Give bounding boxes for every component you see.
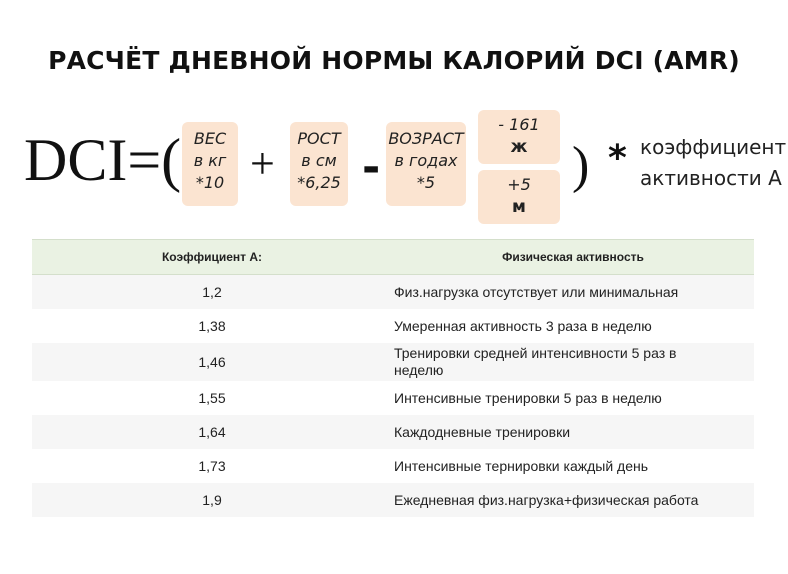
male-constant-label: м: [512, 197, 526, 217]
coefficient-cell: 1,73: [32, 449, 392, 483]
minus-sign: -: [362, 142, 381, 193]
male-constant-box: [478, 170, 560, 224]
activity-cell: Физ.нагрузка отсутствует или минимальная: [392, 275, 754, 310]
table-row: [32, 415, 754, 449]
coefficient-cell: 1,64: [32, 415, 392, 449]
table-row: [32, 381, 754, 415]
activity-cell: Ежедневная физ.нагрузка+физическая работа: [392, 483, 754, 517]
weight-term-label: ВЕС: [193, 129, 227, 148]
activity-coefficient-line1: коэффициент: [640, 135, 787, 159]
female-constant-label: ж: [510, 137, 528, 157]
coefficient-cell: 1,38: [32, 309, 392, 343]
activity-cell: Тренировки средней интенсивности 5 раз в неделю: [392, 343, 754, 381]
activity-coefficient-line2: активности А: [640, 166, 782, 190]
weight-term-unit: в кг: [193, 151, 227, 170]
closing-parenthesis: ): [572, 137, 590, 194]
female-constant-value: - 161: [498, 115, 540, 134]
coefficient-cell: 1,2: [32, 275, 392, 310]
table-row: [32, 275, 754, 310]
multiply-sign: *: [608, 138, 627, 179]
activity-cell: Интенсивные тернировки каждый день: [392, 449, 754, 483]
table-header-row: [32, 240, 754, 275]
weight-term-box: [182, 122, 238, 206]
table-row: [32, 309, 754, 343]
age-term-box: [386, 122, 466, 206]
table-row: [32, 483, 754, 517]
height-term-unit: в см: [301, 151, 337, 170]
page-title: РАСЧЁТ ДНЕВНОЙ НОРМЫ КАЛОРИЙ DCI (AMR): [48, 46, 740, 75]
coefficient-cell: 1,9: [32, 483, 392, 517]
table-row: [32, 449, 754, 483]
column-header-coefficient: Коэффициент А:: [32, 240, 392, 275]
table-row: [32, 343, 754, 381]
formula-lhs: DCI=(: [24, 127, 182, 193]
activity-table: [32, 239, 754, 517]
activity-cell: Каждодневные тренировки: [392, 415, 754, 449]
activity-cell: Интенсивные тренировки 5 раз в неделю: [392, 381, 754, 415]
activity-cell: Умеренная активность 3 раза в неделю: [392, 309, 754, 343]
male-constant-value: +5: [507, 175, 531, 194]
age-term-unit: в годах: [394, 151, 458, 170]
female-constant-box: [478, 110, 560, 164]
coefficient-cell: 1,55: [32, 381, 392, 415]
weight-term-factor: *10: [195, 173, 225, 192]
coefficient-cell: 1,46: [32, 343, 392, 381]
age-term-factor: *5: [416, 173, 436, 192]
height-term-box: [290, 122, 348, 206]
plus-sign: +: [250, 139, 275, 188]
activity-coefficient-note: [640, 132, 786, 194]
height-term-factor: *6,25: [297, 173, 341, 192]
height-term-label: РОСТ: [297, 129, 341, 148]
column-header-activity: Физическая активность: [392, 240, 754, 275]
age-term-label: ВОЗРАСТ: [388, 129, 464, 148]
